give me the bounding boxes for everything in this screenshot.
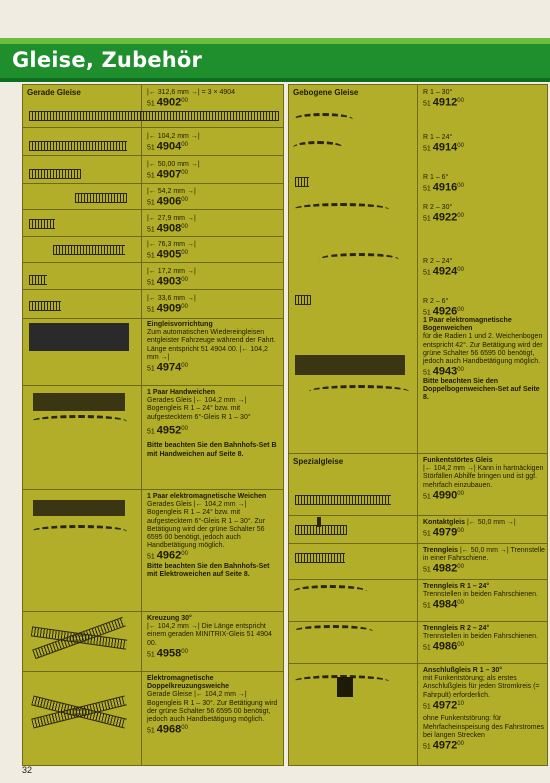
divider xyxy=(23,289,283,290)
product-isolation-track: Trenngleis |← 50,0 mm →| Trennstelle in einer Fahrschiene. 51 4982$^{00}$ xyxy=(423,547,545,575)
product-contact-track: Kontaktgleis |← 50,0 mm →| 51 4979$^{00}$ xyxy=(423,519,516,539)
track-image xyxy=(295,525,347,535)
product-feeder-track: Anschlußgleis R 1 – 30° mit Funkentstörung; als erstes Anschlußgleis für jeden Stromkreis (= Fahrpult) erforderlich. 51 4972$^{10}$ ohne Funkentstörung: für Mehrfacheinspeisung des Fahrstromes bei langen Strecken 51 4972$^{00}$ xyxy=(423,667,545,752)
banner-stripe-bottom xyxy=(0,78,550,82)
product-isolation-track-r1: Trenngleis R 1 – 24° Trennstellen in beiden Fahrschienen. 51 4984$^{00}$ xyxy=(423,583,538,611)
track-image xyxy=(75,193,127,203)
track-image xyxy=(293,625,373,638)
list-item: R 1 – 30° 51 4912$^{00}$ xyxy=(423,89,464,109)
track-image xyxy=(29,141,127,151)
track-image xyxy=(293,141,343,154)
list-item: |← 27,9 mm →| 51 4908$^{00}$ xyxy=(147,215,196,235)
product-double-slip: Elektromagnetische Doppelkreuzungsweiche Gerade Gleise |← 104,2 mm →| Bogengleis R 1 – 30°. Zur Betätigung wird der grüne Schalter 56 6595 00 benötigt, jedoch auch Handbetätigung möglich. 51 4968$^{00}$ xyxy=(147,675,278,736)
product-curved-turnouts: 1 Paar elektromagnetische Bogenweichen für die Radien 1 und 2. Weichenbogen entspricht 42°. Zur Betätigung wird der grüne Schalter 56 6595 00 benötigt, jedoch auch Handbetätigung möglich. 51 4943$^{00}$ Bitte beachten Sie den Doppelbogenweichen-Set auf Seite 8. xyxy=(423,317,543,402)
list-item: R 2 – 24° 51 4924$^{00}$ xyxy=(423,258,464,278)
divider xyxy=(289,515,547,516)
product-crossing: Kreuzung 30° |← 104,2 mm →| Die Länge entspricht einem geraden MINITRIX-Gleis 51 4904 00. 51 4958$^{00}$ xyxy=(147,615,272,660)
divider xyxy=(23,236,283,237)
divider xyxy=(23,318,283,319)
list-item: R 2 – 6° 51 4926$^{00}$ xyxy=(423,298,464,318)
list-item: |← 54,2 mm →| 51 4906$^{00}$ xyxy=(147,188,196,208)
list-item: |← 50,00 mm →| 51 4907$^{00}$ xyxy=(147,161,200,181)
product-noise-suppression-track: Funkentstörtes Gleis |← 104,2 mm →| Kann in hartnäckigen Störfällen Abhilfe bringen und ist ggf. mehrfach einzubauen. 51 4990$^{00}$ xyxy=(423,457,544,502)
divider xyxy=(23,262,283,263)
product-hand-turnouts: 1 Paar Handweichen Gerades Gleis |← 104,2 mm →| Bogengleis R 1 – 24° bzw. mit aufgestecktem 6°-Gleis R 1 – 30° 51 4952$^{00}$ Bitte beachten Sie den Bahnhofs-Set B mit Handweichen auf Seite 8. xyxy=(147,389,277,458)
track-image xyxy=(295,295,311,305)
right-panel xyxy=(288,84,548,766)
rerailer-image xyxy=(29,323,129,351)
divider xyxy=(289,579,547,580)
track-image xyxy=(293,585,367,598)
track-image xyxy=(293,113,353,126)
section-heading: Gebogene Gleise xyxy=(293,88,359,97)
divider xyxy=(23,611,283,612)
track-image xyxy=(29,219,55,229)
curved-turnout-image xyxy=(295,355,405,375)
track-image xyxy=(295,177,309,187)
page-number: 32 xyxy=(22,765,33,775)
curved-turnout-image xyxy=(309,385,409,398)
list-item: |← 17,2 mm →| 51 4903$^{00}$ xyxy=(147,268,196,288)
divider xyxy=(23,385,283,386)
section-heading: Spezialgleise xyxy=(293,457,344,466)
track-image xyxy=(293,203,389,216)
turnout-image xyxy=(31,415,127,428)
contact-image xyxy=(317,517,321,527)
list-item: |← 33,6 mm →| 51 4909$^{00}$ xyxy=(147,295,196,315)
divider xyxy=(289,453,547,454)
list-item: R 2 – 30° 51 4922$^{00}$ xyxy=(423,204,464,224)
list-item: |← 104,2 mm →| 51 4904$^{00}$ xyxy=(147,133,200,153)
divider xyxy=(23,127,283,128)
track-image xyxy=(53,245,125,255)
divider xyxy=(23,489,283,490)
track-image xyxy=(29,275,47,285)
product-rerailer: Eingleisvorrichtung Zum automatischen Wiedereingleisen entgleister Fahrzeuge während der Fahrt. Länge entspricht 51 4904 00. |← 104,2 mm →| 51 4974$^{00}$ xyxy=(147,321,276,374)
list-item: |← 312,6 mm →| = 3 × 4904 51 4902$^{00}$ xyxy=(147,89,236,109)
divider xyxy=(23,155,283,156)
track-image xyxy=(29,169,81,179)
section-heading: Gerade Gleise xyxy=(27,88,81,97)
divider xyxy=(289,663,547,664)
track-image xyxy=(29,111,279,121)
turnout-image xyxy=(33,393,125,411)
track-image xyxy=(295,495,391,505)
turnout-image xyxy=(33,500,125,516)
product-electric-turnouts: 1 Paar elektromagnetische Weichen Gerades Gleis |← 104,2 mm →| Bogengleis R 1 – 24° bzw. mit aufgestecktem 6°-Gleis R 1 – 30°. Zur Betätigung wird der grüne Schalter 56 6595 00 benötigt, jedoch auch Handbetätigung möglich. 51 4962$^{00}$ Bitte beachten Sie den Bahnhofs-Set mit Elektroweichen auf Seite 8. xyxy=(147,493,270,579)
list-item: R 1 – 6° 51 4916$^{00}$ xyxy=(423,174,464,194)
banner-stripe xyxy=(0,38,550,44)
column-divider xyxy=(141,85,142,765)
track-image xyxy=(29,301,61,311)
divider xyxy=(289,543,547,544)
list-item: R 1 – 24° 51 4914$^{00}$ xyxy=(423,134,464,154)
divider xyxy=(23,671,283,672)
divider xyxy=(23,183,283,184)
page-title: Gleise, Zubehör xyxy=(12,48,203,72)
divider xyxy=(23,209,283,210)
left-panel xyxy=(22,84,284,766)
turnout-image xyxy=(31,525,127,538)
connector-image xyxy=(337,677,353,697)
track-image xyxy=(319,253,399,266)
track-image xyxy=(295,553,345,563)
product-isolation-track-r2: Trenngleis R 2 – 24° Trennstellen in beiden Fahrschienen. 51 4986$^{00}$ xyxy=(423,625,538,653)
divider xyxy=(289,621,547,622)
list-item: |← 76,3 mm →| 51 4905$^{00}$ xyxy=(147,241,196,261)
